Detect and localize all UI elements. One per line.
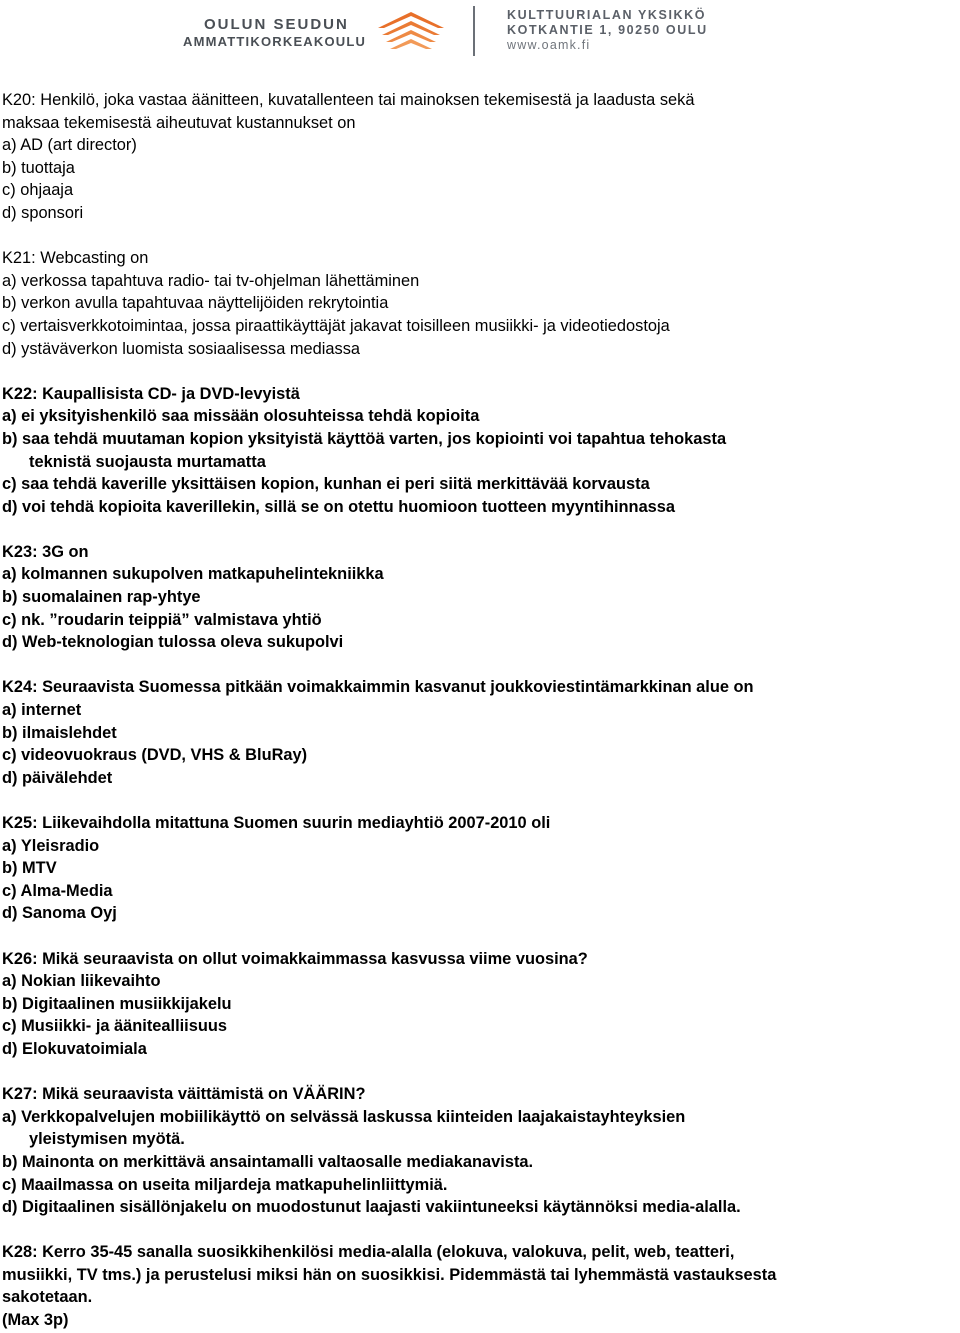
option-c: c) saa tehdä kaverille yksittäisen kopion, kunhan ei peri siitä merkittävää korvausta	[2, 475, 650, 494]
option-d: d) ystäväverkon luomista sosiaalisessa mediassa	[2, 339, 361, 358]
question-title: K25: Liikevaihdolla mitattuna Suomen suurin mediayhtiö 2007-2010 oli	[2, 814, 551, 832]
question-title: K26: Mikä seuraavista on ollut voimakkaimmassa kasvussa viime vuosina?	[2, 949, 588, 968]
option-b: b) MTV	[2, 859, 57, 878]
question-text: maksaa tekemisestä aiheutuvat kustannukset on	[2, 113, 356, 132]
option-a: a) kolmannen sukupolven matkapuhelintekniikka	[2, 565, 384, 584]
option-b: b) verkon avulla tapahtuvaa näyttelijöiden rekrytointia	[2, 294, 389, 313]
org-name-line1: OULUN SEUDUN	[204, 16, 349, 33]
question-text: K20: Henkilö, joka vastaa äänitteen, kuvatallenteen tai mainoksen tekemisestä ja laadusta sekä	[2, 91, 695, 109]
option-d: d) Sanoma Oyj	[2, 904, 117, 923]
max-points: (Max 3p)	[2, 1311, 69, 1330]
question-title: K24: Seuraavista Suomessa pitkään voimakkaimmin kasvanut joukkoviestintämarkkinan alue on	[2, 678, 754, 697]
option-a: a) internet	[2, 701, 82, 720]
question-k28	[2, 1241, 952, 1331]
org-name-line2: AMMATTIKORKEAKOULU	[183, 34, 367, 49]
option-a: a) Nokian liikevaihto	[2, 972, 161, 991]
question-text: K28: Kerro 35-45 sanalla suosikkihenkilösi media-alalla (elokuva, valokuva, pelit, web, teatteri,	[2, 1243, 735, 1262]
unit-address	[507, 8, 708, 53]
question-k23	[2, 541, 952, 654]
page-header	[0, 0, 960, 62]
exam-questions	[2, 89, 952, 1332]
header-divider	[473, 6, 475, 56]
option-d: d) sponsori	[2, 203, 84, 222]
question-title: K27: Mikä seuraavista väittämistä on VÄÄRIN?	[2, 1085, 366, 1104]
question-text: musiikki, TV tms.) ja perustelusi miksi hän on suosikkisi. Pidemmästä tai lyhemmästä vastauksesta	[2, 1265, 777, 1284]
option-c: c) Musiikki- ja äänitealliisuus	[2, 1017, 227, 1036]
option-a: a) Verkkopalvelujen mobiilikäyttö on selvässä laskussa kiinteiden laajakaistayhteyksien	[2, 1107, 686, 1126]
question-k22	[2, 383, 952, 519]
organization-name	[183, 16, 367, 50]
option-b: b) saa tehdä muutaman kopion yksityistä käyttöä varten, jos kopiointi voi tapahtua tehokasta	[2, 429, 727, 448]
unit-website: www.oamk.fi	[507, 38, 591, 52]
question-title: K21: Webcasting on	[2, 249, 149, 268]
option-b: b) Mainonta on merkittävä ansaintamalli valtaosalle mediakanavista.	[2, 1152, 534, 1171]
question-k25	[2, 812, 952, 925]
option-d: d) Elokuvatoimiala	[2, 1039, 147, 1058]
question-k26	[2, 948, 952, 1061]
option-c: c) ohjaaja	[2, 181, 74, 200]
option-c: c) Alma-Media	[2, 881, 113, 900]
option-c: c) videovuokraus (DVD, VHS & BluRay)	[2, 746, 308, 765]
question-title: K22: Kaupallisista CD- ja DVD-levyistä	[2, 384, 300, 403]
unit-name: KULTTUURIALAN YKSIKKÖ	[507, 8, 707, 22]
question-k21	[2, 247, 952, 360]
question-k27	[2, 1083, 952, 1219]
question-title: K23: 3G on	[2, 542, 89, 561]
option-a: a) Yleisradio	[2, 836, 100, 855]
option-a: a) ei yksityishenkilö saa missään olosuhteissa tehdä kopioita	[2, 407, 480, 426]
option-d: d) Web-teknologian tulossa oleva sukupolvi	[2, 633, 344, 652]
question-k20	[2, 89, 952, 225]
option-d: d) Digitaalinen sisällönjakelu on muodostunut laajasti vakiintuneeksi käytännöksi media-alalla.	[2, 1198, 741, 1217]
option-b: b) tuottaja	[2, 158, 75, 177]
question-k24	[2, 676, 952, 789]
option-b: b) ilmaislehdet	[2, 723, 117, 742]
option-c: c) nk. ”roudarin teippiä” valmistava yhtiö	[2, 610, 322, 629]
option-b: b) Digitaalinen musiikkijakelu	[2, 994, 232, 1013]
question-text: sakotetaan.	[2, 1288, 93, 1307]
option-b-continued: teknistä suojausta murtamatta	[29, 452, 266, 471]
option-c: c) vertaisverkkotoimintaa, jossa piraattikäyttäjät jakavat toisilleen musiikki- ja videotiedostoja	[2, 316, 670, 335]
unit-street: KOTKANTIE 1, 90250 OULU	[507, 23, 708, 37]
option-d: d) päivälehdet	[2, 768, 113, 787]
option-a-continued: yleistymisen myötä.	[29, 1130, 185, 1149]
oamk-logo-icon	[374, 8, 448, 54]
option-c: c) Maailmassa on useita miljardeja matkapuhelinliittymiä.	[2, 1175, 448, 1194]
option-a: a) verkossa tapahtuva radio- tai tv-ohjelman lähettäminen	[2, 271, 420, 290]
option-a: a) AD (art director)	[2, 136, 137, 155]
option-b: b) suomalainen rap-yhtye	[2, 588, 201, 607]
option-d: d) voi tehdä kopioita kaverillekin, sillä se on otettu huomioon tuotteen myyntihinnassa	[2, 497, 676, 516]
